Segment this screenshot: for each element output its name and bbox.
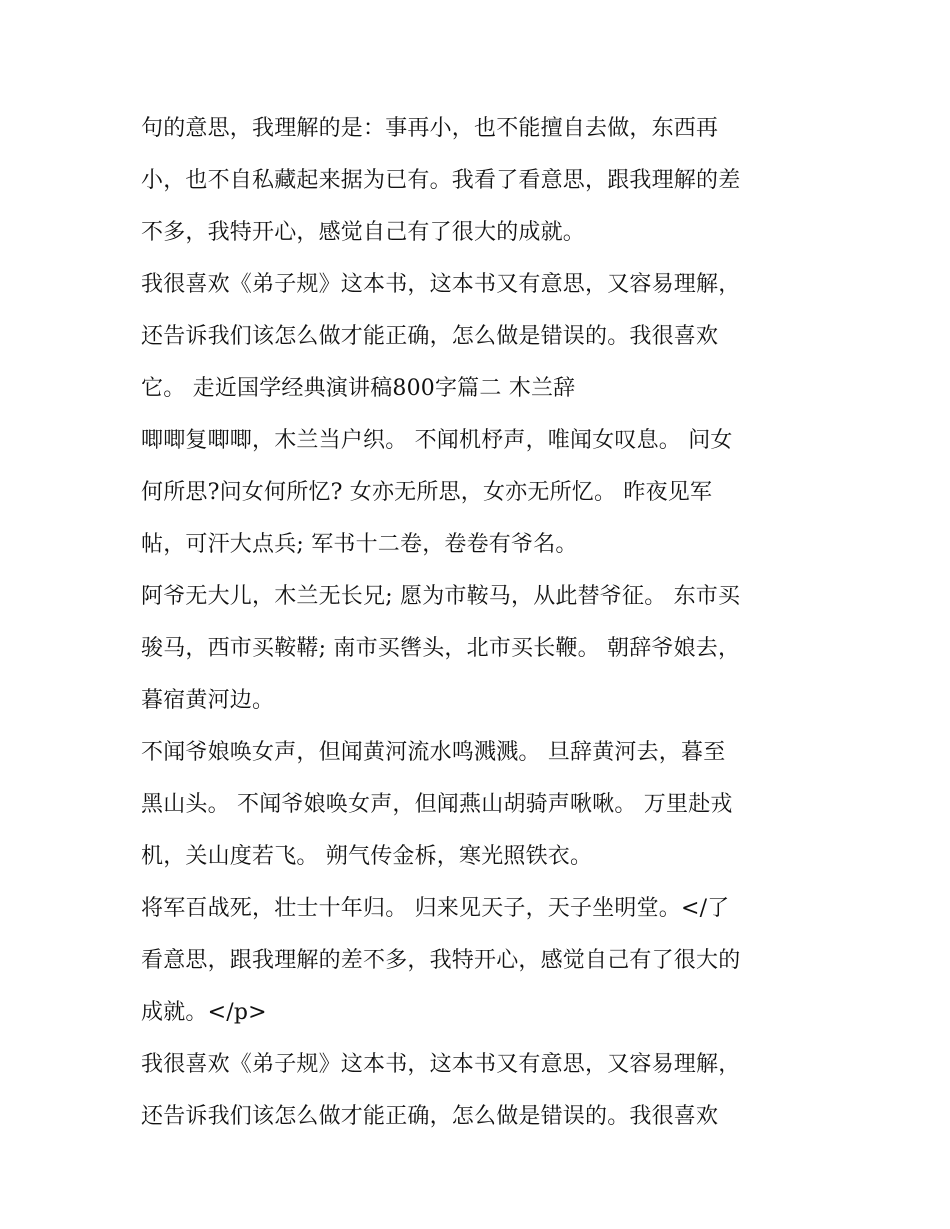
text-line: 不闻爷娘唤女声，但闻黄河流水鸣溅溅。 旦辞黄河去，暮至 [141, 740, 726, 765]
document-body [141, 103, 831, 1143]
text-line: 阿爷无大儿，木兰无长兄; 愿为市鞍马，从此替爷征。 东市买 [141, 584, 741, 609]
text-line: 机，关山度若飞。 朔气传金柝，寒光照铁衣。 [141, 844, 593, 869]
text-line: 看意思，跟我理解的差不多，我特开心，感觉自己有了很大的 [141, 948, 741, 973]
text-line: 骏马，西市买鞍鞯; 南市买辔头，北市买长鞭。 朝辞爷娘去， [141, 636, 741, 661]
text-line: 我很喜欢《弟子规》这本书，这本书又有意思，又容易理解， [141, 272, 741, 297]
text-line: 它。 走近国学经典演讲稿800字篇二 木兰辞 [141, 376, 576, 401]
text-line: 帖，可汗大点兵; 军书十二卷，卷卷有爷名。 [141, 532, 578, 557]
text-line: 成就。</p> [141, 1000, 267, 1025]
text-line: 我很喜欢《弟子规》这本书，这本书又有意思，又容易理解， [141, 1052, 741, 1077]
text-line: 黑山头。 不闻爷娘唤女声，但闻燕山胡骑声啾啾。 万里赴戎 [141, 792, 733, 817]
text-line: 句的意思，我理解的是：事再小，也不能擅自去做，东西再 [141, 116, 719, 141]
text-line: 何所思?问女何所忆? 女亦无所思，女亦无所忆。 昨夜见军 [141, 480, 713, 505]
text-line: 还告诉我们该怎么做才能正确，怎么做是错误的。我很喜欢 [141, 324, 719, 349]
text-line: 暮宿黄河边。 [141, 688, 275, 713]
text-line: 还告诉我们该怎么做才能正确，怎么做是错误的。我很喜欢 [141, 1104, 719, 1129]
text-line: 不多，我特开心，感觉自己有了很大的成就。 [141, 220, 586, 245]
text-line: 唧唧复唧唧，木兰当户织。 不闻机杼声，唯闻女叹息。 问女 [141, 428, 733, 453]
text-line: 将军百战死，壮士十年归。 归来见天子，天子坐明堂。</了 [141, 896, 730, 921]
text-line: 小，也不自私藏起来据为已有。我看了看意思，跟我理解的差 [141, 168, 741, 193]
